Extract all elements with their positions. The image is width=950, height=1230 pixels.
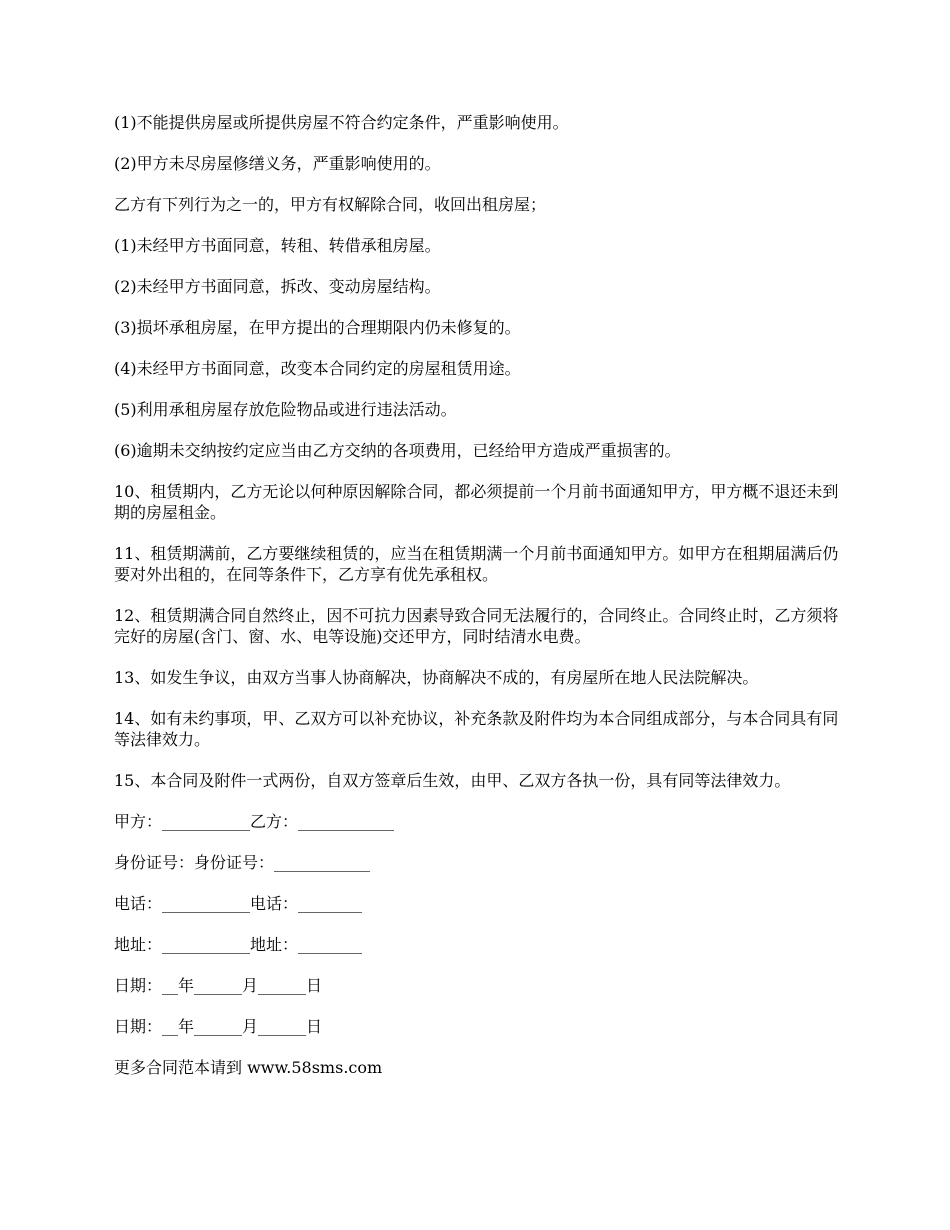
clause-tenant-breach-intro: 乙方有下列行为之一的，甲方有权解除合同，收回出租房屋； [114, 195, 547, 214]
clause-11: 11、租赁期满前，乙方要继续租赁的，应当在租赁期满一个月前书面通知甲方。如甲方在租期届满后仍要对外出租的，在同等条件下，乙方享有优先承租权。 [114, 544, 839, 584]
signature-phone-line: 电话：___________电话：________ [114, 894, 363, 913]
clause-landlord-breach-2: (2)甲方未尽房屋修缮义务，严重影响使用的。 [114, 154, 441, 173]
document-body [114, 112, 850, 1098]
clause-tenant-breach-2: (2)未经甲方书面同意，拆改、变动房屋结构。 [114, 277, 441, 296]
clause-14: 14、如有未约事项，甲、乙双方可以补充协议，补充条款及附件均为本合同组成部分，与本合同具有同等法律效力。 [114, 709, 839, 749]
clause-tenant-breach-6: (6)逾期未交纳按约定应当由乙方交纳的各项费用，已经给甲方造成严重损害的。 [114, 441, 681, 460]
footer-more-templates: 更多合同范本请到 www.58sms.com [114, 1058, 383, 1077]
clause-landlord-breach-1: (1)不能提供房屋或所提供房屋不符合约定条件，严重影响使用。 [114, 113, 569, 132]
signature-date-line: 日期：__年______月______日 [114, 1017, 323, 1036]
clause-tenant-breach-1: (1)未经甲方书面同意，转租、转借承租房屋。 [114, 236, 441, 255]
clause-15: 15、本合同及附件一式两份，自双方签章后生效，由甲、乙双方各执一份，具有同等法律效力。 [114, 771, 791, 790]
clause-tenant-breach-4: (4)未经甲方书面同意，改变本合同约定的房屋租赁用途。 [114, 359, 521, 378]
signature-address-line: 地址：___________地址：________ [114, 935, 363, 954]
signature-date-line: 日期：__年______月______日 [114, 976, 323, 995]
clause-10: 10、租赁期内，乙方无论以何种原因解除合同，都必须提前一个月前书面通知甲方，甲方概不退还未到期的房屋租金。 [114, 482, 839, 522]
clause-tenant-breach-3: (3)损坏承租房屋，在甲方提出的合理期限内仍未修复的。 [114, 318, 521, 337]
signature-party-line: 甲方：___________乙方：____________ [114, 812, 395, 831]
signature-id-line: 身份证号：身份证号：____________ [114, 853, 371, 872]
clause-13: 13、如发生争议，由双方当事人协商解决，协商解决不成的，有房屋所在地人民法院解决。 [114, 668, 759, 687]
clause-tenant-breach-5: (5)利用承租房屋存放危险物品或进行违法活动。 [114, 400, 457, 419]
clause-12: 12、租赁期满合同自然终止，因不可抗力因素导致合同无法履行的，合同终止。合同终止时，乙方须将完好的房屋(含门、窗、水、电等设施)交还甲方，同时结清水电费。 [114, 606, 839, 646]
